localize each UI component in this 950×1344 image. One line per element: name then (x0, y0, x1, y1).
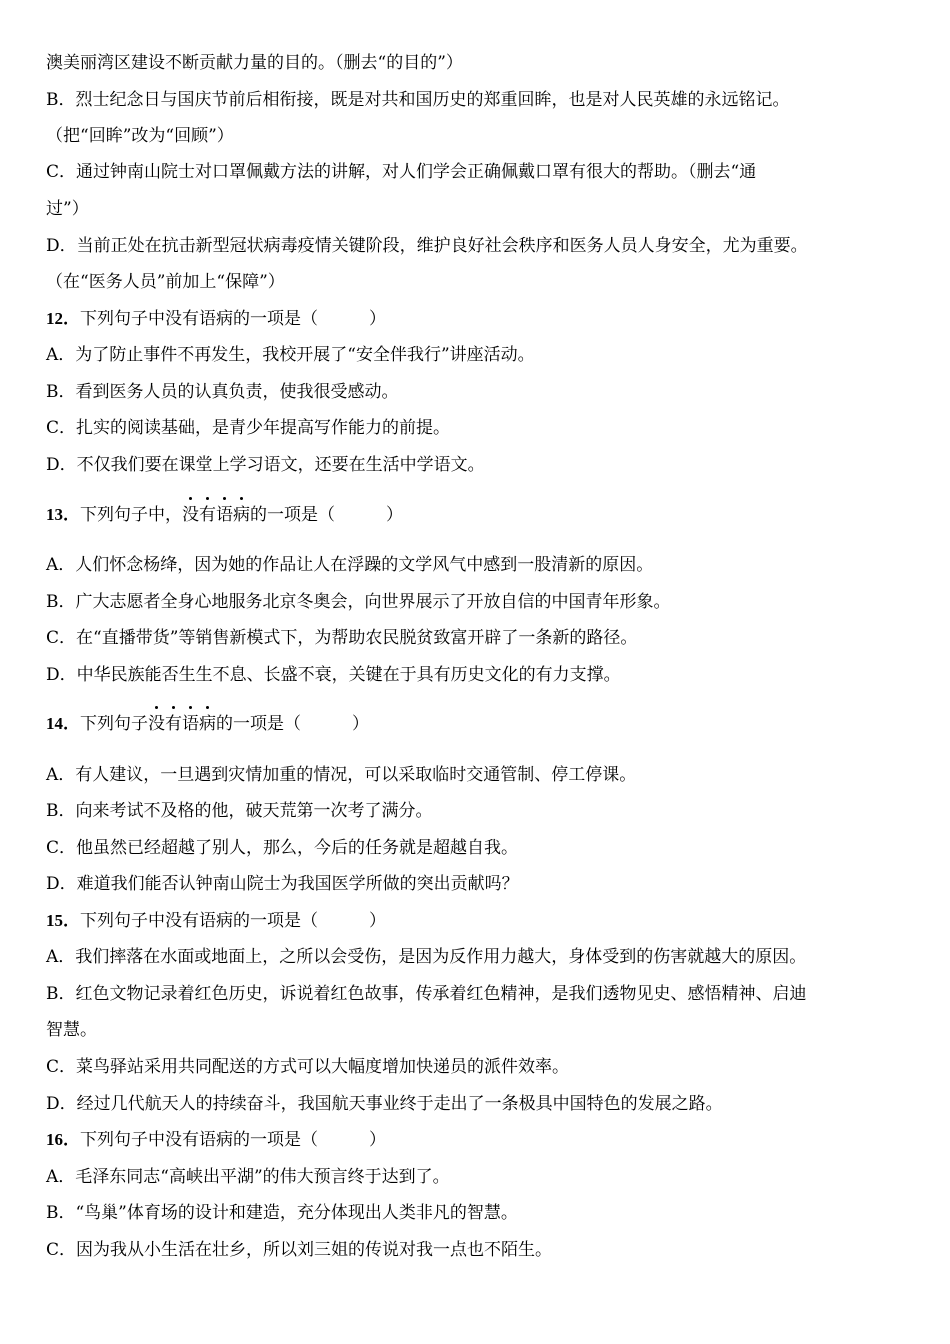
question-number: 16． (46, 1130, 80, 1149)
q15-option-b-cont: 智慧。 (46, 1020, 97, 1040)
emphasis-char: 病 (233, 505, 250, 525)
q12-option-c: C．扎实的阅读基础，是青少年提高写作能力的前提。 (46, 418, 451, 438)
emphasis-char: 没 (148, 714, 165, 734)
question-13-stem (46, 503, 403, 527)
q14-option-d: D．难道我们能否认钟南山院士为我国医学所做的突出贡献吗？ (46, 874, 519, 894)
question-number: 15． (46, 911, 80, 930)
q16-option-b: B．“鸟巢”体育场的设计和建造，充分体现出人类非凡的智慧。 (46, 1203, 518, 1223)
question-number: 14． (46, 714, 80, 733)
question-15-stem (46, 909, 386, 933)
q13-option-a: A．人们怀念杨绛，因为她的作品让人在浮躁的文学风气中感到一股清新的原因。 (46, 555, 654, 575)
q15-option-b: B．红色文物记录着红色历史，诉说着红色故事，传承着红色精神，是我们透物见史、感悟精神、启迪 (46, 984, 807, 1004)
question-text: 下列句子中没有语病的一项是（ ） (80, 309, 386, 329)
q16-option-a: A．毛泽东同志“高峡出平湖”的伟大预言终于达到了。 (46, 1167, 450, 1187)
q15-option-c: C．菜鸟驿站采用共同配送的方式可以大幅度增加快递员的派件效率。 (46, 1057, 570, 1077)
q11-option-c: C．通过钟南山院士对口罩佩戴方法的讲解，对人们学会正确佩戴口罩有很大的帮助。（删去“通 (46, 162, 757, 182)
q15-option-a: A．我们摔落在水面或地面上，之所以会受伤，是因为反作用力越大，身体受到的伤害就越大的原因。 (46, 947, 807, 967)
q14-option-c: C．他虽然已经超越了别人，那么，今后的任务就是超越自我。 (46, 838, 519, 858)
q12-option-a: A．为了防止事件不再发生，我校开展了“安全伴我行”讲座活动。 (46, 345, 535, 365)
question-text-pre: 下列句子中， (80, 505, 182, 525)
emphasis-char: 有 (165, 714, 182, 734)
question-number: 12． (46, 309, 80, 328)
emphasis-char: 语 (182, 714, 199, 734)
emphasis-char: 有 (199, 505, 216, 525)
question-text: 下列句子中没有语病的一项是（ ） (80, 911, 386, 931)
question-12-stem (46, 307, 386, 331)
question-16-stem (46, 1128, 386, 1152)
q12-option-b: B．看到医务人员的认真负责，使我很受感动。 (46, 382, 399, 402)
q13-option-d: D．中华民族能否生生不息、长盛不衰，关键在于具有历史文化的有力支撑。 (46, 665, 621, 685)
q14-option-a: A．有人建议，一旦遇到灾情加重的情况，可以采取临时交通管制、停工停课。 (46, 765, 637, 785)
q11-option-a-tail: 澳美丽湾区建设不断贡献力量的目的。（删去“的目的”） (46, 53, 463, 73)
emphasis-char: 没 (182, 505, 199, 525)
emphasis-char: 语 (216, 505, 233, 525)
question-number: 13． (46, 505, 80, 524)
question-text-post: 的一项是（ ） (250, 505, 403, 525)
q13-option-b: B．广大志愿者全身心地服务北京冬奥会，向世界展示了开放自信的中国青年形象。 (46, 592, 671, 612)
q11-option-c-note: 过”） (46, 199, 89, 219)
question-14-stem (46, 712, 369, 736)
q13-option-c: C．在“直播带货”等销售新模式下，为帮助农民脱贫致富开辟了一条新的路径。 (46, 628, 638, 648)
q15-option-d: D．经过几代航天人的持续奋斗，我国航天事业终于走出了一条极具中国特色的发展之路。 (46, 1094, 723, 1114)
question-text: 下列句子中没有语病的一项是（ ） (80, 1130, 386, 1150)
q11-option-b: B．烈士纪念日与国庆节前后相衔接，既是对共和国历史的郑重回眸，也是对人民英雄的永远铭记。 (46, 90, 790, 110)
q14-option-b: B．向来考试不及格的他，破天荒第一次考了满分。 (46, 801, 433, 821)
q12-option-d: D．不仅我们要在课堂上学习语文，还要在生活中学语文。 (46, 455, 485, 475)
question-text-pre: 下列句子 (80, 714, 148, 734)
emphasis-char: 病 (199, 714, 216, 734)
q11-option-b-note: （把“回眸”改为“回顾”） (46, 126, 234, 146)
q16-option-c: C．因为我从小生活在壮乡，所以刘三姐的传说对我一点也不陌生。 (46, 1240, 553, 1260)
q11-option-d-note: （在“医务人员”前加上“保障”） (46, 272, 285, 292)
question-text-post: 的一项是（ ） (216, 714, 369, 734)
q11-option-d: D．当前正处在抗击新型冠状病毒疫情关键阶段，维护良好社会秩序和医务人员人身安全，尤为重要。 (46, 236, 808, 256)
